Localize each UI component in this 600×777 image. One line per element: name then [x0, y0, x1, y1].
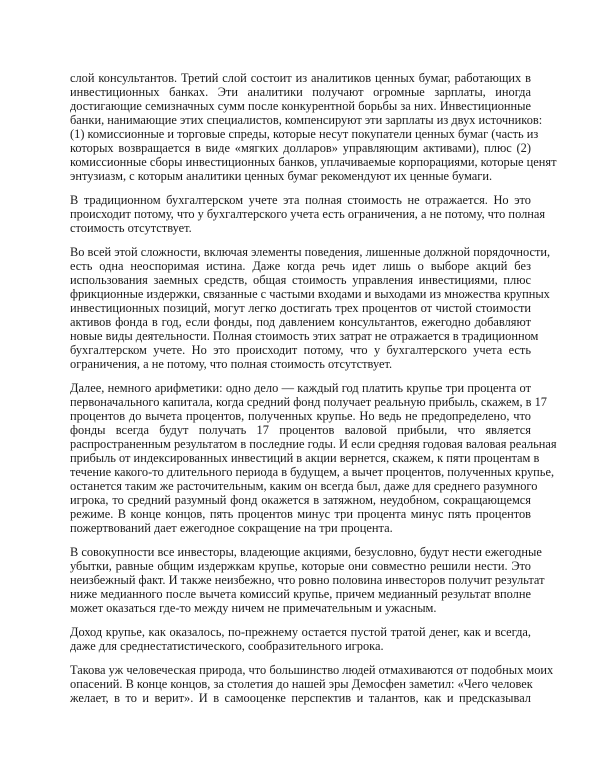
text-line: использования заемных средств, общая стоимость управления инвестициями, плюс	[70, 273, 531, 287]
document-page	[70, 71, 557, 715]
text-line: пожертвований дает ежегодное сокращение на три процента.	[70, 521, 393, 535]
text-line: есть одна неоспоримая истина. Даже когда речь идет лишь о выборе акций без	[70, 259, 531, 273]
text-line: энтузиазм, с которым аналитики ценных бумаг рекомендуют их ценные бумаги.	[70, 169, 493, 183]
paragraph	[70, 245, 551, 371]
text-line: фрикционные издержки, связанные с частыми входами и выходами из множества крупных	[70, 287, 550, 301]
text-line: (1) комиссионные и торговые спреды, которые несут покупатели ценных бумаг (часть из	[70, 127, 539, 141]
text-line: слой консультантов. Третий слой состоит из аналитиков ценных бумаг, работающих в	[70, 71, 531, 85]
text-line: В традиционном бухгалтерском учете эта полная стоимость не отражается. Но это	[70, 193, 531, 207]
text-line: стоимость отсутствует.	[70, 221, 192, 235]
text-line: банки, нанимающие этих специалистов, компенсируют эти зарплаты из двух источников:	[70, 113, 543, 127]
text-line: желает, в то и верит». И в самооценке перспектив и талантов, как и предсказывал	[70, 691, 531, 705]
text-line: игрока, то средний разумный фонд окажется в затяжном, неудобном, сокращающемся	[70, 493, 531, 507]
text-line: Такова уж человеческая природа, что большинство людей отмахиваются от подобных моих	[70, 663, 554, 677]
text-line: Доход крупье, как оказалось, по-прежнему остается пустой тратой денег, как и всегда,	[70, 625, 531, 639]
text-line: происходит потому, что у бухгалтерского учета есть ограничения, а не потому, что полная	[70, 207, 546, 221]
text-line: фонды всегда будут получать 17 процентов валовой прибыли, что является	[70, 423, 531, 437]
text-line: процентов до вычета процентов, полученных крупье. Но ведь не предопределено, что	[70, 409, 531, 423]
text-line: Далее, немного арифметики: одно дело — каждый год платить крупье три процента от	[70, 381, 531, 395]
paragraph	[70, 193, 546, 235]
text-line: распространенным результатом в последние годы. И если средняя годовая валовая реальная	[70, 437, 557, 451]
text-line: первоначального капитала, когда средний фонд получает реальную прибыль, скажем, в 17	[70, 395, 547, 409]
paragraph	[70, 663, 554, 705]
text-line: инвестиционных банках. Эти аналитики получают огромные зарплаты, иногда	[70, 85, 531, 99]
paragraph	[70, 381, 557, 535]
paragraph	[70, 71, 557, 183]
text-line: которых возвращается в виде «мягких долларов» управляющим активами), плюс (2)	[70, 141, 531, 155]
text-line: инвестиционных позиций, могут легко достигать трех процентов от чистой стоимости	[70, 301, 531, 315]
text-line: достигающие семизначных сумм после конкурентной борьбы за них. Инвестиционные	[70, 99, 531, 113]
text-line: бухгалтерском учете. Но это происходит потому, что у бухгалтерского учета есть	[70, 343, 531, 357]
text-line: может оказаться где-то между ничем не примечательным и ужасным.	[70, 601, 437, 615]
text-line: убытки, равные общим издержкам крупье, которые они совместно решили нести. Это	[70, 559, 531, 573]
text-line: опасений. В конце концов, за столетия до нашей эры Демосфен заметил: «Чего человек	[70, 677, 533, 691]
text-line: даже для среднестатистического, сообразительного игрока.	[70, 639, 384, 653]
text-line: Во всей этой сложности, включая элементы поведения, лишенные должной порядочности,	[70, 245, 551, 259]
paragraph	[70, 625, 531, 653]
text-line: В совокупности все инвесторы, владеющие акциями, безусловно, будут нести ежегодные	[70, 545, 542, 559]
text-line: течение какого-то длительного периода в будущем, а вычет процентов, полученных крупье,	[70, 465, 555, 479]
text-line: останется таким же расточительным, каким он всегда был, даже для среднего разумного	[70, 479, 538, 493]
text-line: активов фонда в год, если фонды, под давлением консультантов, ежегодно добавляют	[70, 315, 531, 329]
text-line: неизбежный факт. И также неизбежно, что ровно половина инвесторов получит результат	[70, 573, 545, 587]
text-line: ограничения, а не потому, что полная стоимость отсутствует.	[70, 357, 393, 371]
text-line: комиссионные сборы инвестиционных банков, уплачиваемые корпорациями, которые ценят	[70, 155, 557, 169]
text-line: ниже медианного после вычета комиссий крупье, причем медианный результат вполне	[70, 587, 531, 601]
text-line: режиме. В конце концов, пять процентов минус три процента минус пять процентов	[70, 507, 531, 521]
text-line: новые виды деятельности. Полная стоимость этих затрат не отражается в традиционном	[70, 329, 539, 343]
paragraph	[70, 545, 545, 615]
text-line: прибыль от индексированных инвестиций в акции вернется, скажем, к пяти процентам в	[70, 451, 540, 465]
